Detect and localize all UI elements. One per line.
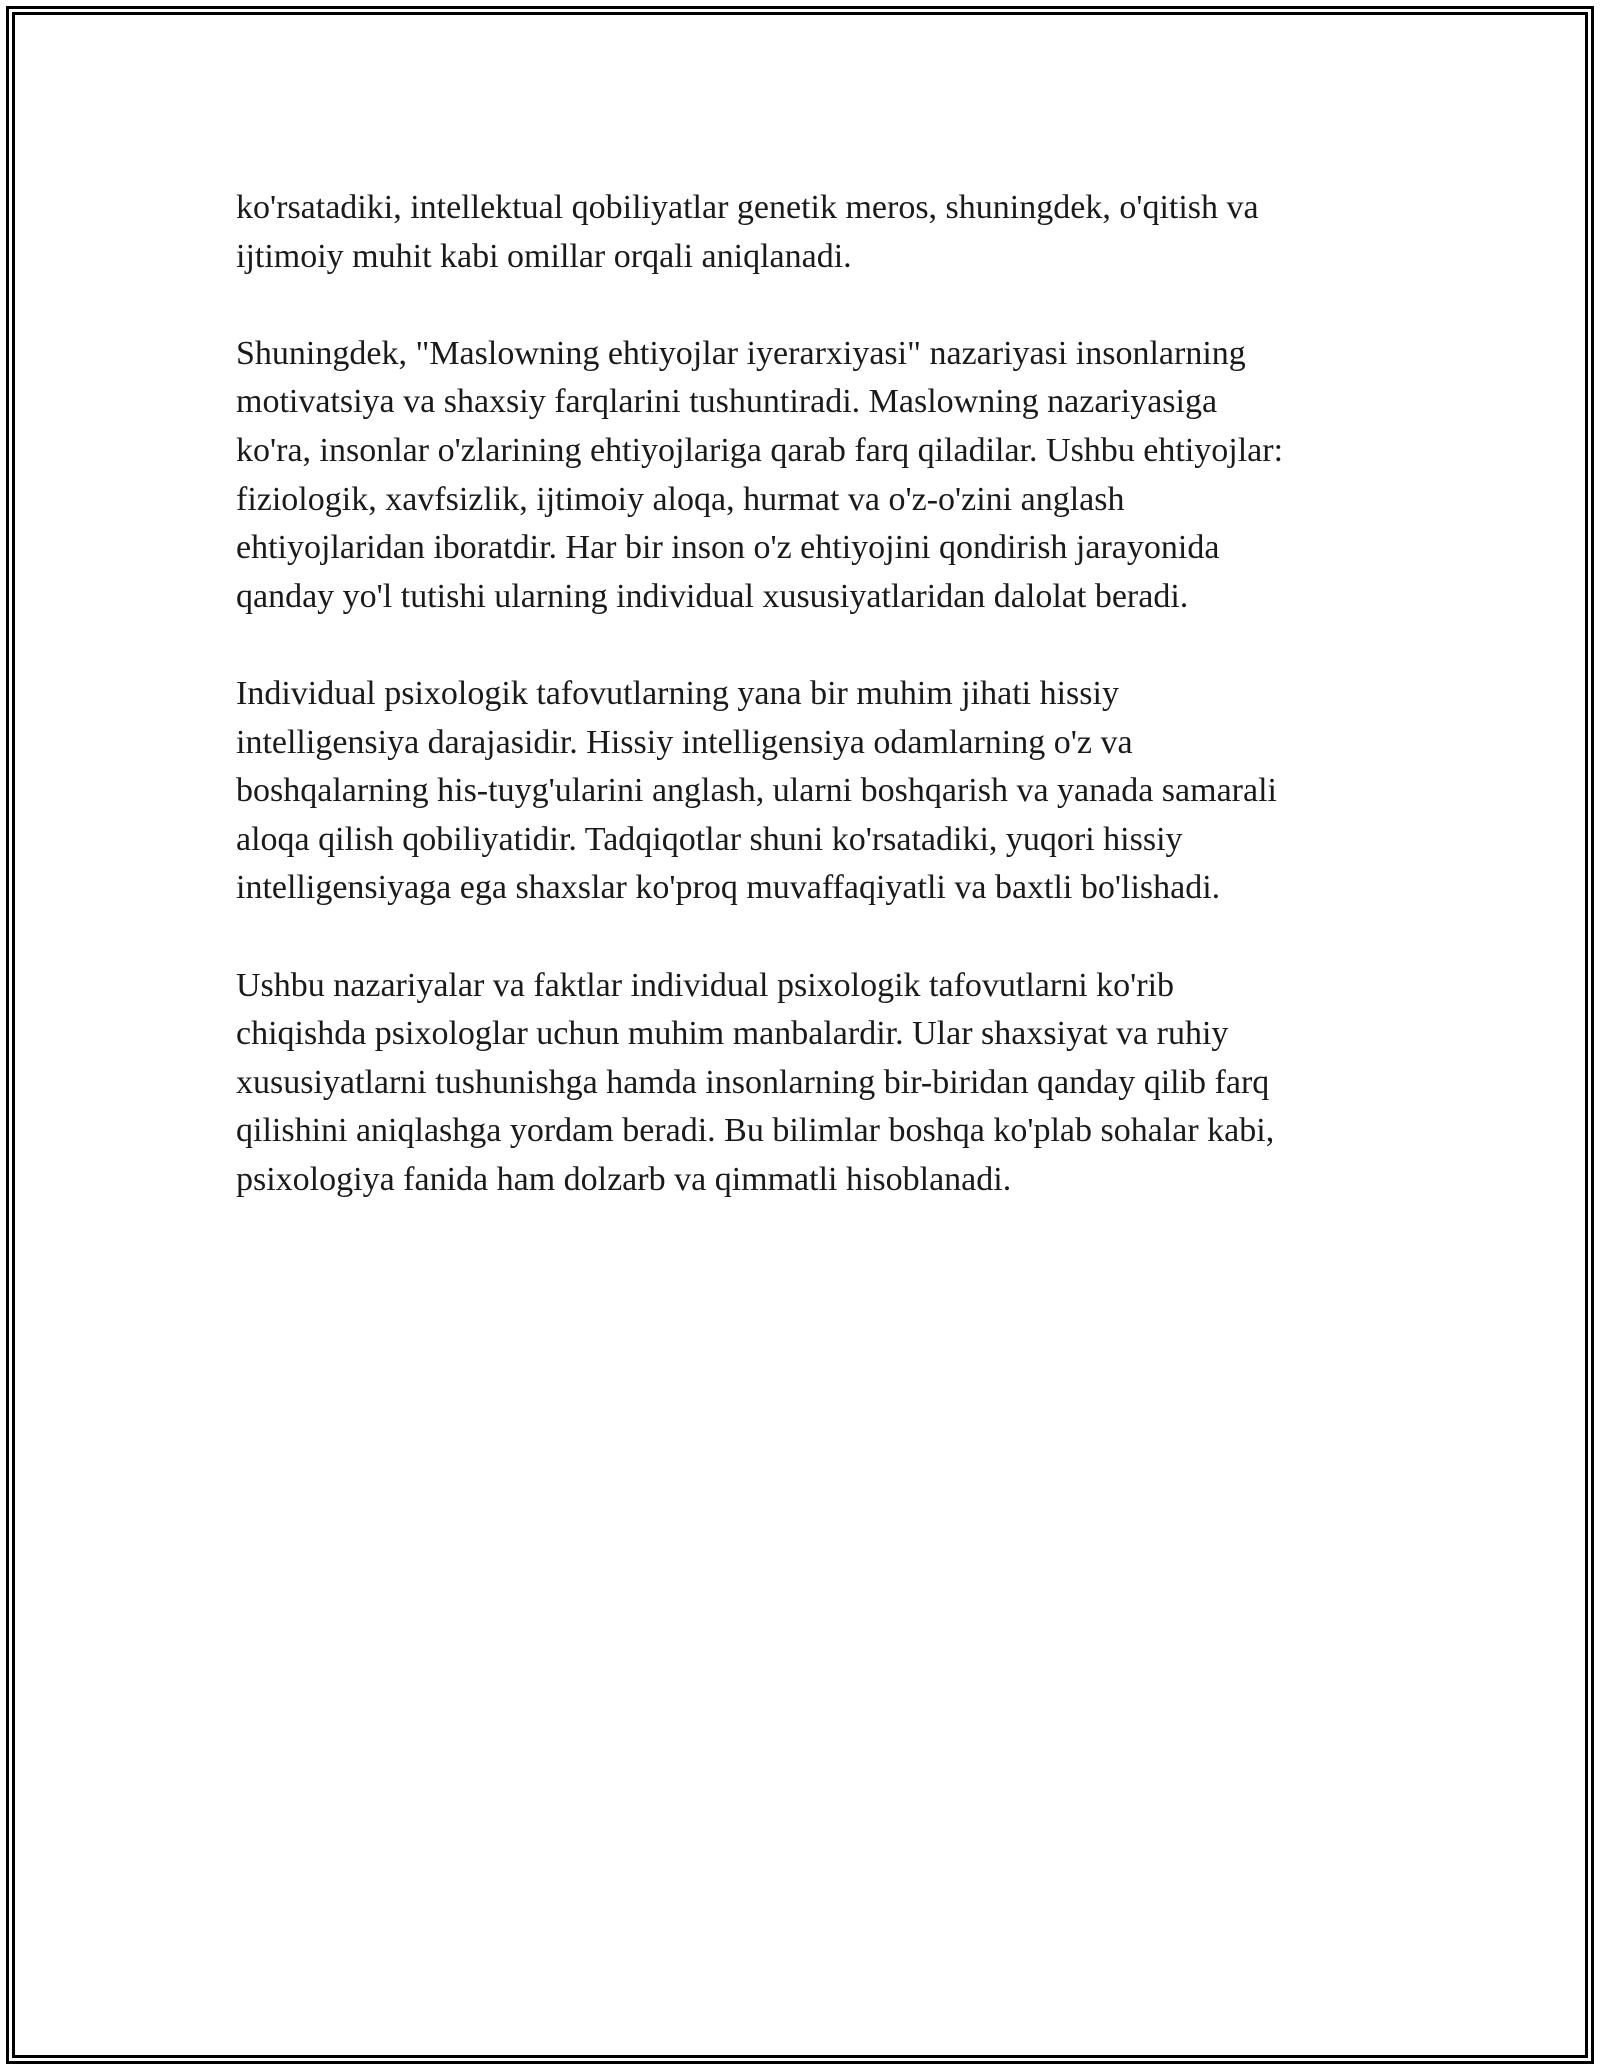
text-line: Ushbu nazariyalar va faktlar individual psixologik tafovutlarni ko'rib <box>236 966 1175 1004</box>
paragraph-1 <box>236 184 1386 281</box>
text-line: chiqishda psixologlar uchun muhim manbalardir. Ular shaxsiyat va ruhiy <box>236 1015 1229 1053</box>
text-line: ijtimoiy muhit kabi omillar orqali aniqlanadi. <box>236 237 852 275</box>
paragraph-3 <box>236 670 1386 913</box>
text-line: Individual psixologik tafovutlarning yana bir muhim jihati hissiy <box>236 674 1119 712</box>
text-line: qilishini aniqlashga yordam beradi. Bu bilimlar boshqa ko'plab sohalar kabi, <box>236 1112 1275 1150</box>
text-line: fiziologik, xavfsizlik, ijtimoiy aloqa, hurmat va o'z-o'zini anglash <box>236 480 1125 518</box>
paragraph-4 <box>236 962 1386 1205</box>
text-line: psixologiya fanida ham dolzarb va qimmatli hisoblanadi. <box>236 1160 1012 1198</box>
text-line: intelligensiya darajasidir. Hissiy intelligensiya odamlarning o'z va <box>236 723 1133 761</box>
text-line: ko'rsatadiki, intellektual qobiliyatlar genetik meros, shuningdek, o'qitish va <box>236 189 1259 226</box>
text-line: intelligensiyaga ega shaxslar ko'proq muvaffaqiyatli va baxtli bo'lishadi. <box>236 869 1221 907</box>
text-line: ko'ra, insonlar o'zlarining ehtiyojlariga qarab farq qiladilar. Ushbu ehtiyojlar: <box>236 431 1284 469</box>
text-line: motivatsiya va shaxsiy farqlarini tushuntiradi. Maslowning nazariyasiga <box>236 383 1218 421</box>
text-line: Shuningdek, "Maslowning ehtiyojlar iyerarxiyasi" nazariyasi insonlarning <box>236 334 1246 372</box>
text-line: boshqalarning his-tuyg'ularini anglash, ularni boshqarish va yanada samarali <box>236 772 1277 810</box>
text-line: xususiyatlarni tushunishga hamda insonlarning bir-biridan qanday qilib farq <box>236 1063 1270 1101</box>
paragraph-2 <box>236 330 1386 622</box>
text-line: ehtiyojlaridan iboratdir. Har bir inson o'z ehtiyojini qondirish jarayonida <box>236 529 1220 567</box>
document-body <box>236 184 1386 1253</box>
text-line: qanday yo'l tutishi ularning individual xususiyatlaridan dalolat beradi. <box>236 577 1189 615</box>
text-line: aloqa qilish qobiliyatidir. Tadqiqotlar shuni ko'rsatadiki, yuqori hissiy <box>236 820 1183 858</box>
